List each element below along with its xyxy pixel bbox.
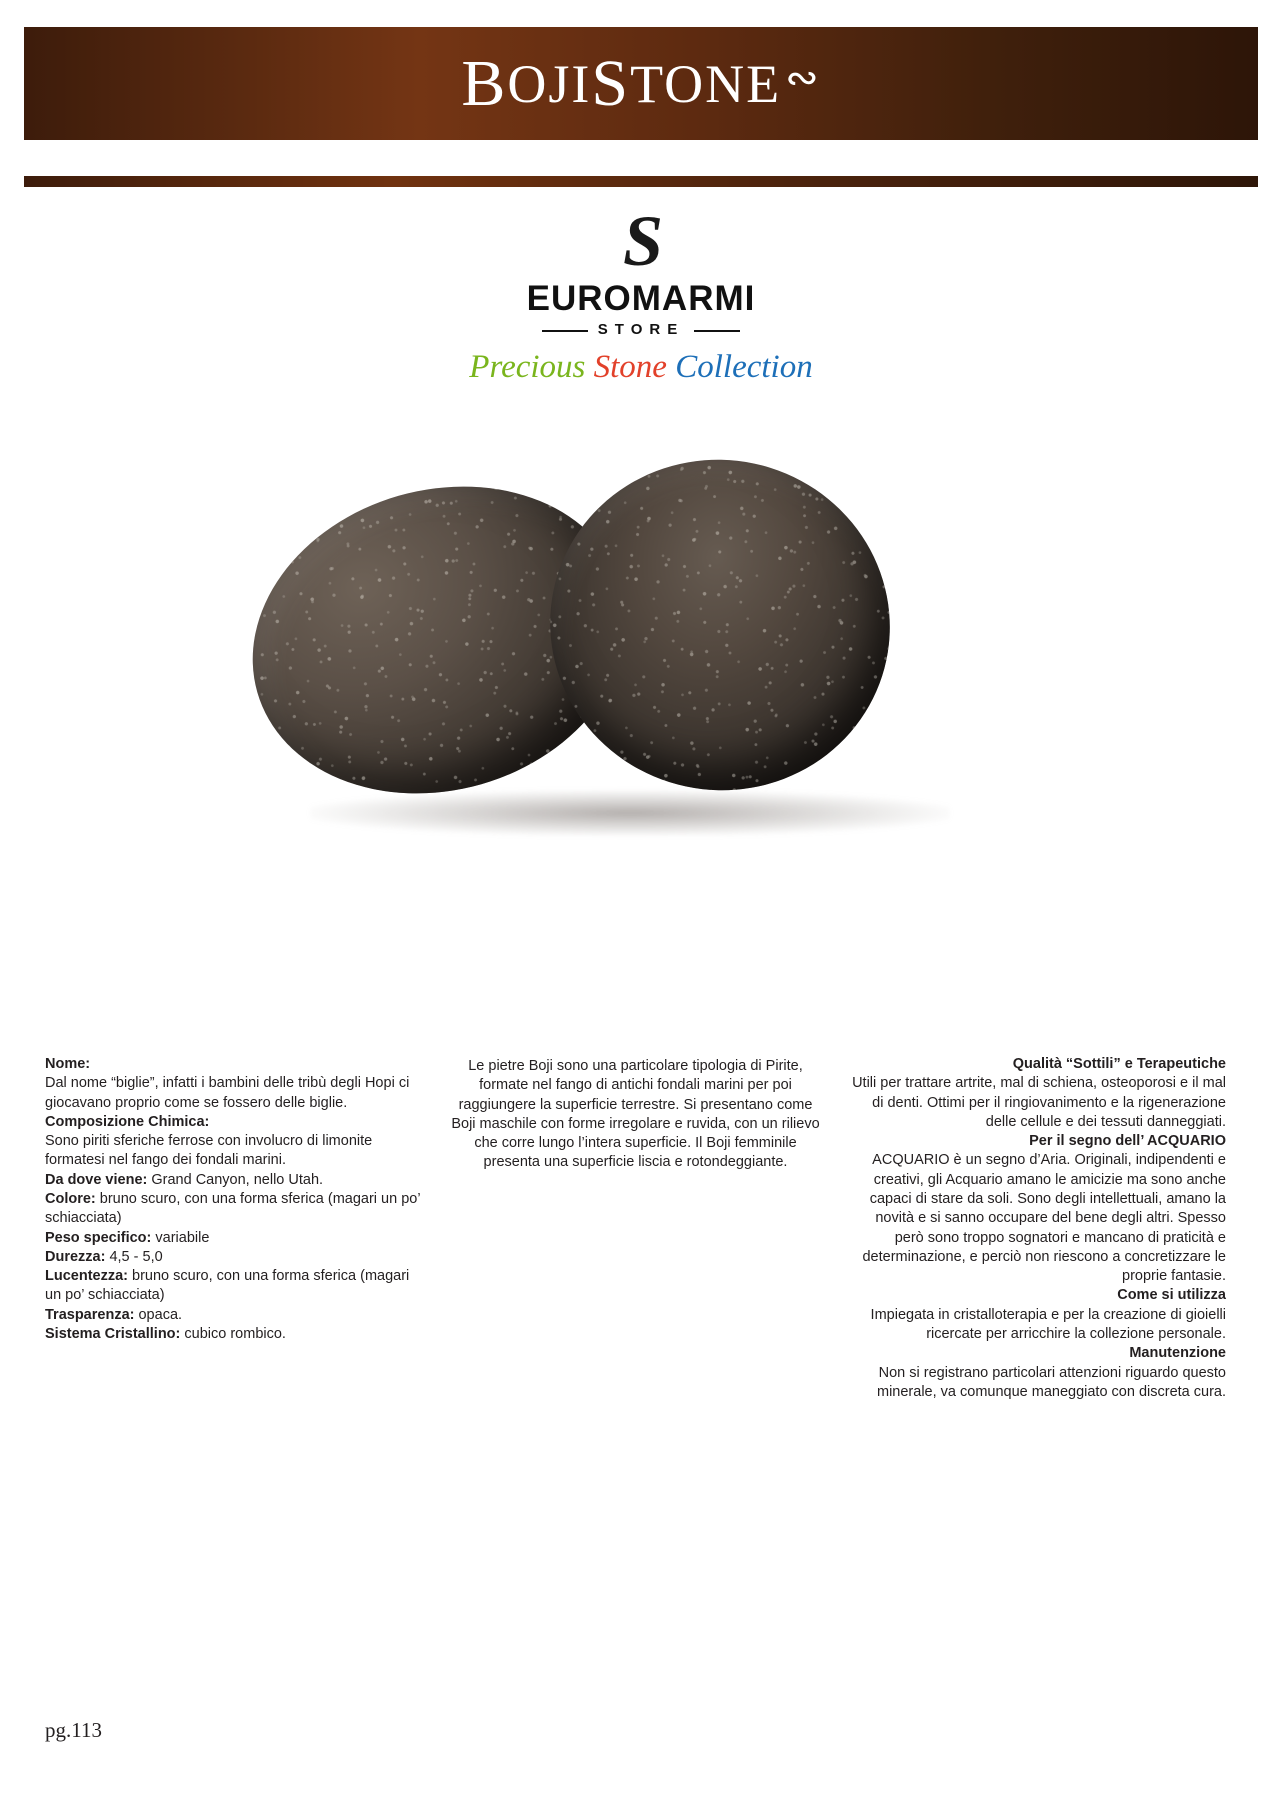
uses-section [851,1344,1226,1402]
section-heading: Qualità “Sottili” e Terapeutiche [1012,1056,1226,1072]
stone-shadow [310,790,950,836]
section-heading: Per il segno dell’ ACQUARIO [1029,1133,1226,1150]
property-block [45,1190,420,1229]
stone-texture-right [519,428,920,821]
section-heading: Come si utilizza [1117,1287,1226,1304]
collection-word-collection: Collection [675,349,813,385]
section-text: Non si registrano particolari attenzioni riguardo questo minerale, va comunque maneggiato con discreta cura. [877,1364,1226,1400]
property-label: Trasparenza: [45,1306,135,1323]
property-value: variabile [151,1229,210,1246]
header-title-initial-2: S [591,46,631,120]
property-value: 4,5 - 5,0 [105,1248,163,1265]
collection-tagline [0,349,1282,386]
stone-photo [150,430,1140,890]
header-title-part-1: OJI [507,53,592,114]
page-header-title [24,27,1258,140]
property-block [45,1229,420,1248]
euromarmi-monogram-icon: S [622,201,660,281]
brand-name: EUROMARMI [526,279,756,318]
property-block [45,1113,420,1171]
header-title-initial: B [461,46,508,120]
property-block [45,1325,420,1344]
property-value: Dal nome “biglie”, infatti i bambini delle tribù degli Hopi ci giocavano proprio come se fossero delle biglie. [45,1075,410,1111]
page-header-banner [24,27,1258,140]
uses-section [851,1055,1226,1132]
property-value: Sono piriti sferiche ferrose con involucro di limonite formatesi nel fango dei fondali marini. [45,1133,373,1169]
property-value: bruno scuro, con una forma sferica (magari un po’ schiacciata) [45,1268,410,1304]
boji-stone-right [519,428,920,821]
uses-section [851,1286,1226,1344]
description-columns [45,1055,1240,1402]
header-divider-rule [24,176,1258,187]
property-block [45,1248,420,1267]
section-heading: Manutenzione [1129,1345,1226,1362]
property-block [45,1267,420,1306]
brand-logo-block [0,201,1282,386]
collection-word-precious: Precious [469,349,586,385]
decorative-swash-icon: ∾ [785,55,821,100]
section-text: Utili per trattare artrite, mal di schiena, osteoporosi e il mal di denti. Ottimi per il ringiovanimento e la rigenerazione delle cellule e dei tessuti danneggiati. [852,1075,1226,1130]
property-label: Composizione Chimica: [45,1113,210,1130]
header-title-part-2: TONE [630,53,782,114]
property-value: cubico rombico. [180,1325,286,1342]
description-paragraph: Le pietre Boji sono una particolare tipologia di Pirite, formate nel fango di antichi fondali marini per poi raggiungere la superficie terrestre. Si presentano come Boji maschile con forme irregolare e ruvida, con un rilievo che corre lungo l’intera superficie. Il Boji femminile presenta una superficie liscia e rotondeggiante. [451,1058,820,1171]
page-number: pg.113 [45,1718,102,1742]
property-block [45,1306,420,1325]
property-label: Da dove viene: [45,1171,148,1188]
uses-section [851,1132,1226,1286]
property-label: Durezza: [45,1248,106,1265]
property-label: Lucentezza: [45,1268,128,1285]
column-uses [851,1055,1226,1402]
column-properties [45,1055,420,1402]
property-value: bruno scuro, con una forma sferica (magari un po’ schiacciata) [45,1190,421,1227]
section-text: ACQUARIO è un segno d’Aria. Originali, indipendenti e creativi, gli Acquario amano le amicizie ma sono anche capaci di stare da soli. Sono degli intellettuali, amano la novità e si sanno occupare del bene degli altri. Spesso però sono troppo sognatori e mancano di praticità e determinazione, e perciò non riescono a concretizzare le proprie fantasie. [862,1152,1226,1285]
property-label: Peso specifico: [45,1229,152,1246]
property-block [45,1171,420,1190]
column-description [448,1055,823,1402]
property-block [45,1055,420,1113]
section-text: Impiegata in cristalloterapia e per la creazione di gioielli ricercate per arricchire la collezione personale. [870,1306,1226,1342]
brand-subtitle: STORE [542,321,740,338]
property-label: Colore: [45,1190,96,1207]
property-value: opaca. [134,1306,183,1323]
property-label: Sistema Cristallino: [45,1325,181,1342]
property-value: Grand Canyon, nello Utah. [147,1171,324,1188]
collection-word-stone: Stone [593,349,667,385]
property-label: Nome: [45,1056,91,1072]
